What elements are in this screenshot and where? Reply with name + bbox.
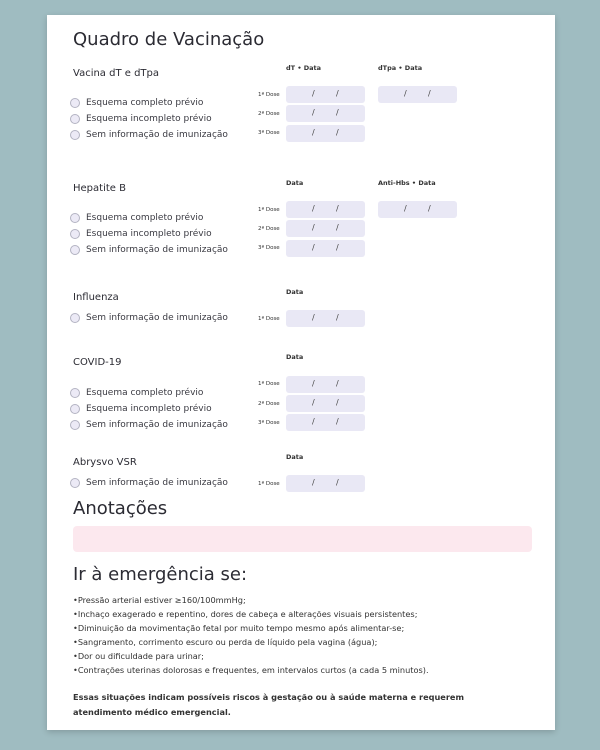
section-title-hep: Hepatite B <box>73 183 126 194</box>
date-field-hep-1[interactable]: / / <box>286 201 365 218</box>
date-field-dt-3[interactable]: / / <box>286 125 365 142</box>
date-field-covid-2[interactable]: / / <box>286 395 365 412</box>
option-sem-info-dt[interactable]: Sem informação de imunização <box>70 130 228 140</box>
emergency-item: •Inchaço exagerado e repentino, dores de cabeça e alterações visuais persistentes; <box>73 609 418 619</box>
col-head-flu: Data <box>286 288 304 296</box>
radio-button[interactable] <box>70 130 80 140</box>
dose-label-2: 2ª Dose <box>258 401 280 407</box>
option-incompleto-dt[interactable]: Esquema incompleto prévio <box>70 114 212 124</box>
option-incompleto-hep[interactable]: Esquema incompleto prévio <box>70 229 212 239</box>
option-sem-info-flu[interactable]: Sem informação de imunização <box>70 313 228 323</box>
section-title-covid: COVID-19 <box>73 357 122 368</box>
option-sem-info-vsr[interactable]: Sem informação de imunização <box>70 478 228 488</box>
col-head-antihbs: Anti-Hbs • Data <box>378 179 436 187</box>
dose-label-2: 2ª Dose <box>258 226 280 232</box>
emergency-title: Ir à emergência se: <box>73 564 248 585</box>
radio-button[interactable] <box>70 98 80 108</box>
dose-label-3: 3ª Dose <box>258 130 280 136</box>
dose-label-3: 3ª Dose <box>258 245 280 251</box>
date-field-dt-2[interactable]: / / <box>286 105 365 122</box>
emergency-footer: Essas situações indicam possíveis riscos à gestação ou à saúde materna e requerem atendimento médico emergencial. <box>73 692 464 717</box>
option-completo-covid[interactable]: Esquema completo prévio <box>70 388 203 398</box>
date-field-antihbs[interactable]: / / <box>378 201 457 218</box>
option-incompleto-covid[interactable]: Esquema incompleto prévio <box>70 404 212 414</box>
dose-label-1: 1ª Dose <box>258 207 280 213</box>
date-field-dt-1[interactable]: / / <box>286 86 365 103</box>
date-field-hep-3[interactable]: / / <box>286 240 365 257</box>
radio-button[interactable] <box>70 229 80 239</box>
dose-label-1: 1ª Dose <box>258 92 280 98</box>
option-sem-info-covid[interactable]: Sem informação de imunização <box>70 420 228 430</box>
radio-button[interactable] <box>70 420 80 430</box>
option-sem-info-hep[interactable]: Sem informação de imunização <box>70 245 228 255</box>
option-completo-hep[interactable]: Esquema completo prévio <box>70 213 203 223</box>
annotations-title: Anotações <box>73 498 168 519</box>
radio-button[interactable] <box>70 313 80 323</box>
col-head-dt: dT • Data <box>286 64 322 72</box>
radio-button[interactable] <box>70 213 80 223</box>
col-head-covid: Data <box>286 353 304 361</box>
emergency-item: •Contrações uterinas dolorosas e frequentes, em intervalos curtos (a cada 5 minutos). <box>73 665 429 675</box>
date-field-hep-2[interactable]: / / <box>286 220 365 237</box>
emergency-item: •Diminuição da movimentação fetal por muito tempo mesmo após alimentar-se; <box>73 623 405 633</box>
date-field-dtpa[interactable]: / / <box>378 86 457 103</box>
option-completo-dt[interactable]: Esquema completo prévio <box>70 98 203 108</box>
col-head-hep: Data <box>286 179 304 187</box>
date-field-covid-1[interactable]: / / <box>286 376 365 393</box>
radio-button[interactable] <box>70 388 80 398</box>
dose-label-1: 1ª Dose <box>258 316 280 322</box>
date-field-covid-3[interactable]: / / <box>286 414 365 431</box>
emergency-item: •Dor ou dificuldade para urinar; <box>73 651 204 661</box>
dose-label-1: 1ª Dose <box>258 381 280 387</box>
section-title-vsr: Abrysvo VSR <box>73 457 137 468</box>
radio-button[interactable] <box>70 245 80 255</box>
dose-label-2: 2ª Dose <box>258 111 280 117</box>
col-head-dtpa: dTpa • Data <box>378 64 423 72</box>
date-field-vsr-1[interactable]: / / <box>286 475 365 492</box>
dose-label-1: 1ª Dose <box>258 481 280 487</box>
section-title-flu: Influenza <box>73 292 119 303</box>
date-field-flu-1[interactable]: / / <box>286 310 365 327</box>
emergency-item: •Sangramento, corrimento escuro ou perda de líquido pela vagina (água); <box>73 637 378 647</box>
vaccination-sheet <box>47 15 555 730</box>
radio-button[interactable] <box>70 478 80 488</box>
dose-label-3: 3ª Dose <box>258 420 280 426</box>
radio-button[interactable] <box>70 404 80 414</box>
emergency-item: •Pressão arterial estiver ≥160/100mmHg; <box>73 595 246 605</box>
page-title: Quadro de Vacinação <box>73 29 265 50</box>
radio-button[interactable] <box>70 114 80 124</box>
col-head-vsr: Data <box>286 453 304 461</box>
section-title-dt: Vacina dT e dTpa <box>73 68 160 79</box>
annotations-input[interactable] <box>73 526 532 552</box>
